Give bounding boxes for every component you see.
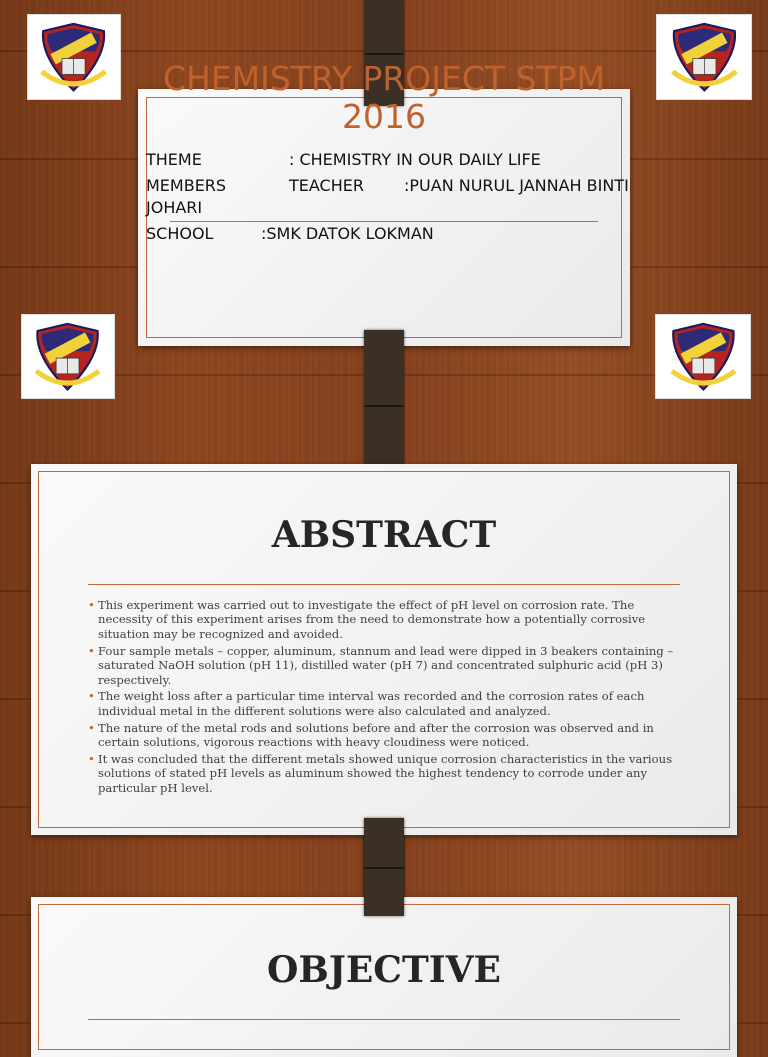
teacher-value-cont: JOHARI (146, 198, 203, 217)
school-logo-mid-left (21, 314, 115, 399)
project-title-line1: CHEMISTRY PROJECT STPM (162, 59, 606, 98)
abstract-bullet-list (88, 598, 684, 798)
school-row (146, 224, 434, 243)
theme-label: THEME (146, 150, 202, 169)
objective-slide-card (31, 897, 737, 1057)
members-label: MEMBERS (146, 176, 227, 195)
crest-icon (663, 321, 744, 392)
objective-heading: OBJECTIVE (267, 949, 501, 991)
teacher-value: :PUAN NURUL JANNAH BINTI (404, 176, 629, 195)
objective-divider (88, 1019, 680, 1020)
school-logo-mid-right (655, 314, 751, 399)
project-title-line2: 2016 (342, 97, 426, 136)
abstract-heading: ABSTRACT (271, 514, 497, 556)
theme-row (146, 150, 541, 169)
abstract-divider (88, 584, 680, 585)
members-row (146, 177, 666, 195)
project-title (0, 60, 768, 136)
list-item: • It was concluded that the different metals showed unique corrosion characteristics in the various solutions of stated pH levels as aluminum showed the highest tendency to corrode under any particular pH level. (88, 752, 684, 795)
school-label: SCHOOL (146, 224, 214, 243)
theme-value: : CHEMISTRY IN OUR DAILY LIFE (289, 150, 541, 169)
list-item: • This experiment was carried out to investigate the effect of pH level on corrosion rate. The necessity of this experiment arises from the need to demonstrate how a potentially corrosive situation may be recognized and avoided. (88, 598, 684, 641)
strap-bottom-overlay (364, 818, 404, 916)
school-value: :SMK DATOK LOKMAN (261, 224, 434, 243)
list-item: • Four sample metals – copper, aluminum, stannum and lead were dipped in 3 beakers containing – saturated NaOH solution (pH 11), distilled water (pH 7) and concentrated sulphuric acid (pH 3) respectively. (88, 644, 684, 687)
list-item: • The weight loss after a particular time interval was recorded and the corrosion rates of each individual metal in the different solutions were also calculated and analyzed. (88, 689, 684, 718)
crest-icon (28, 321, 107, 392)
title-divider (170, 221, 598, 222)
teacher-label: TEACHER (289, 176, 364, 195)
strap-middle (364, 330, 404, 480)
list-item: • The nature of the metal rods and solutions before and after the corrosion was observed and in certain solutions, vigorous reactions with heavy cloudiness were noticed. (88, 721, 684, 750)
